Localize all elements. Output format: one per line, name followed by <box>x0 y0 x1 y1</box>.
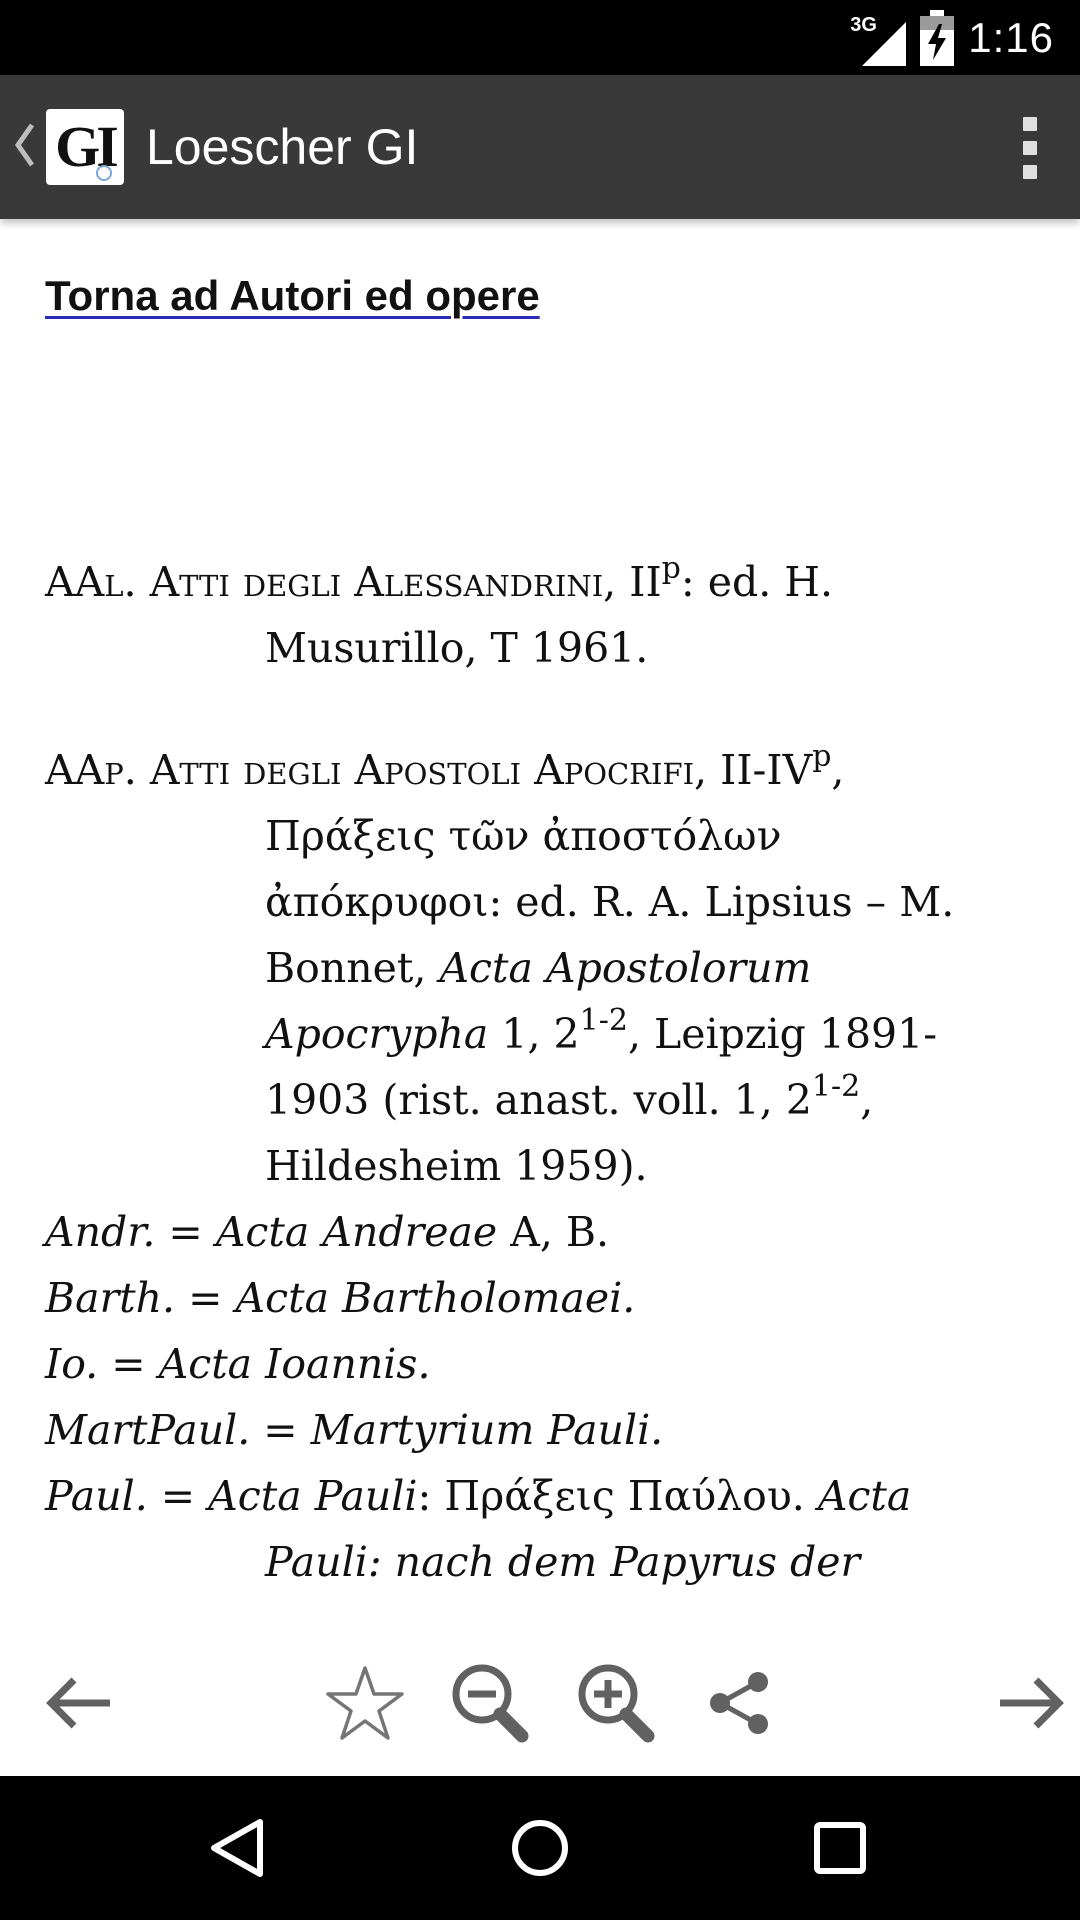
status-icons <box>850 0 1054 75</box>
logo-badge-icon <box>96 165 112 181</box>
entry-volumes: 1, 2 <box>488 1010 580 1058</box>
system-nav-bar <box>0 1776 1080 1920</box>
entry-title: Atti degli Apostoli Apocrifi <box>149 746 695 794</box>
status-bar <box>0 0 1080 75</box>
star-icon[interactable] <box>320 1658 410 1748</box>
arrow-right-icon[interactable] <box>986 1658 1076 1748</box>
back-to-authors-link[interactable]: Torna ad Autori ed opere <box>45 272 540 319</box>
bottom-toolbar <box>0 1614 1080 1776</box>
entry-century-sup: p <box>812 739 832 774</box>
entry-century-sup: p <box>661 551 681 586</box>
entry-atti-alessandrini: AAl. Atti degli Alessandrini, $II^p$: ed. H. Musurillo, T 1961. <box>45 551 834 672</box>
entry-abbr: AAp. <box>45 746 137 794</box>
entry-title: Atti degli Alessandrini <box>149 558 604 606</box>
entry-text: : ed. H. Musurillo, T 1961. <box>265 558 834 672</box>
app-title: Loescher GI <box>146 119 419 175</box>
abbreviation-row: MartPaul. = Martyrium Pauli. <box>45 1406 664 1454</box>
entry-volumes-sup: 1-2 <box>579 1003 628 1038</box>
recents-square-icon[interactable] <box>800 1808 880 1888</box>
zoom-in-icon[interactable] <box>570 1658 660 1748</box>
overflow-menu-icon[interactable] <box>1020 117 1040 179</box>
content-area[interactable] <box>0 219 1080 1614</box>
abbreviation-row: Barth. = Acta Bartholomaei. <box>45 1274 636 1322</box>
network-indicator <box>850 8 906 68</box>
entry-century: II-IV <box>720 746 813 794</box>
zoom-out-icon[interactable] <box>444 1658 534 1748</box>
entry-place-sup: 1-2 <box>811 1069 861 1104</box>
entry-century: II <box>629 558 662 606</box>
entry-work-title: Acta Apostolorum Apocrypha <box>265 944 812 1058</box>
abbreviation-row: Io. = Acta Ioannis. <box>45 1340 431 1388</box>
entry-atti-apostoli: AAp. Atti degli Apostoli Apocrifi, $II-IV^p$, Πράξεις τῶν ἀποστόλων ἀπόκρυφοι: ed. R. A. Lipsius – M. Bonnet, Acta Apostolorum Apocrypha 1, 2$^{1-2}$, Leipzig 1891-1903 (rist. anast. voll. 1, 2$^{1-2}$, Hildesheim 1959). <box>45 739 955 1190</box>
entry-abbr: AAl. <box>45 558 137 606</box>
signal-icon <box>862 22 906 66</box>
arrow-left-icon[interactable] <box>34 1658 124 1748</box>
entry-greek-title: , Πράξεις τῶν ἀποστόλων ἀπόκρυφοι: ed. R. A. Lipsius – M. Bonnet, <box>265 746 955 992</box>
share-icon[interactable] <box>694 1658 784 1748</box>
clock: 1:16 <box>968 13 1054 61</box>
up-chevron-icon[interactable] <box>10 115 38 175</box>
abbreviation-list <box>45 1199 1035 1595</box>
entry-place: , Leipzig 1891-1903 (rist. anast. voll. 1, 2 <box>265 1010 938 1124</box>
app-bar <box>0 75 1080 219</box>
abbreviation-row: Paul. = Acta Pauli: Πράξεις Παύλου. Acta Pauli: nach dem Papyrus der <box>45 1472 912 1586</box>
abbreviation-row: Andr. = Acta Andreae A, B. <box>45 1208 610 1256</box>
app-logo[interactable] <box>46 109 124 185</box>
entry-end: , Hildesheim 1959). <box>265 1076 874 1190</box>
home-circle-icon[interactable] <box>500 1808 580 1888</box>
network-type: 3G <box>850 13 877 36</box>
battery-charging-icon <box>920 10 954 66</box>
back-triangle-icon[interactable] <box>200 1808 280 1888</box>
app-logo-text: GI <box>55 114 115 179</box>
